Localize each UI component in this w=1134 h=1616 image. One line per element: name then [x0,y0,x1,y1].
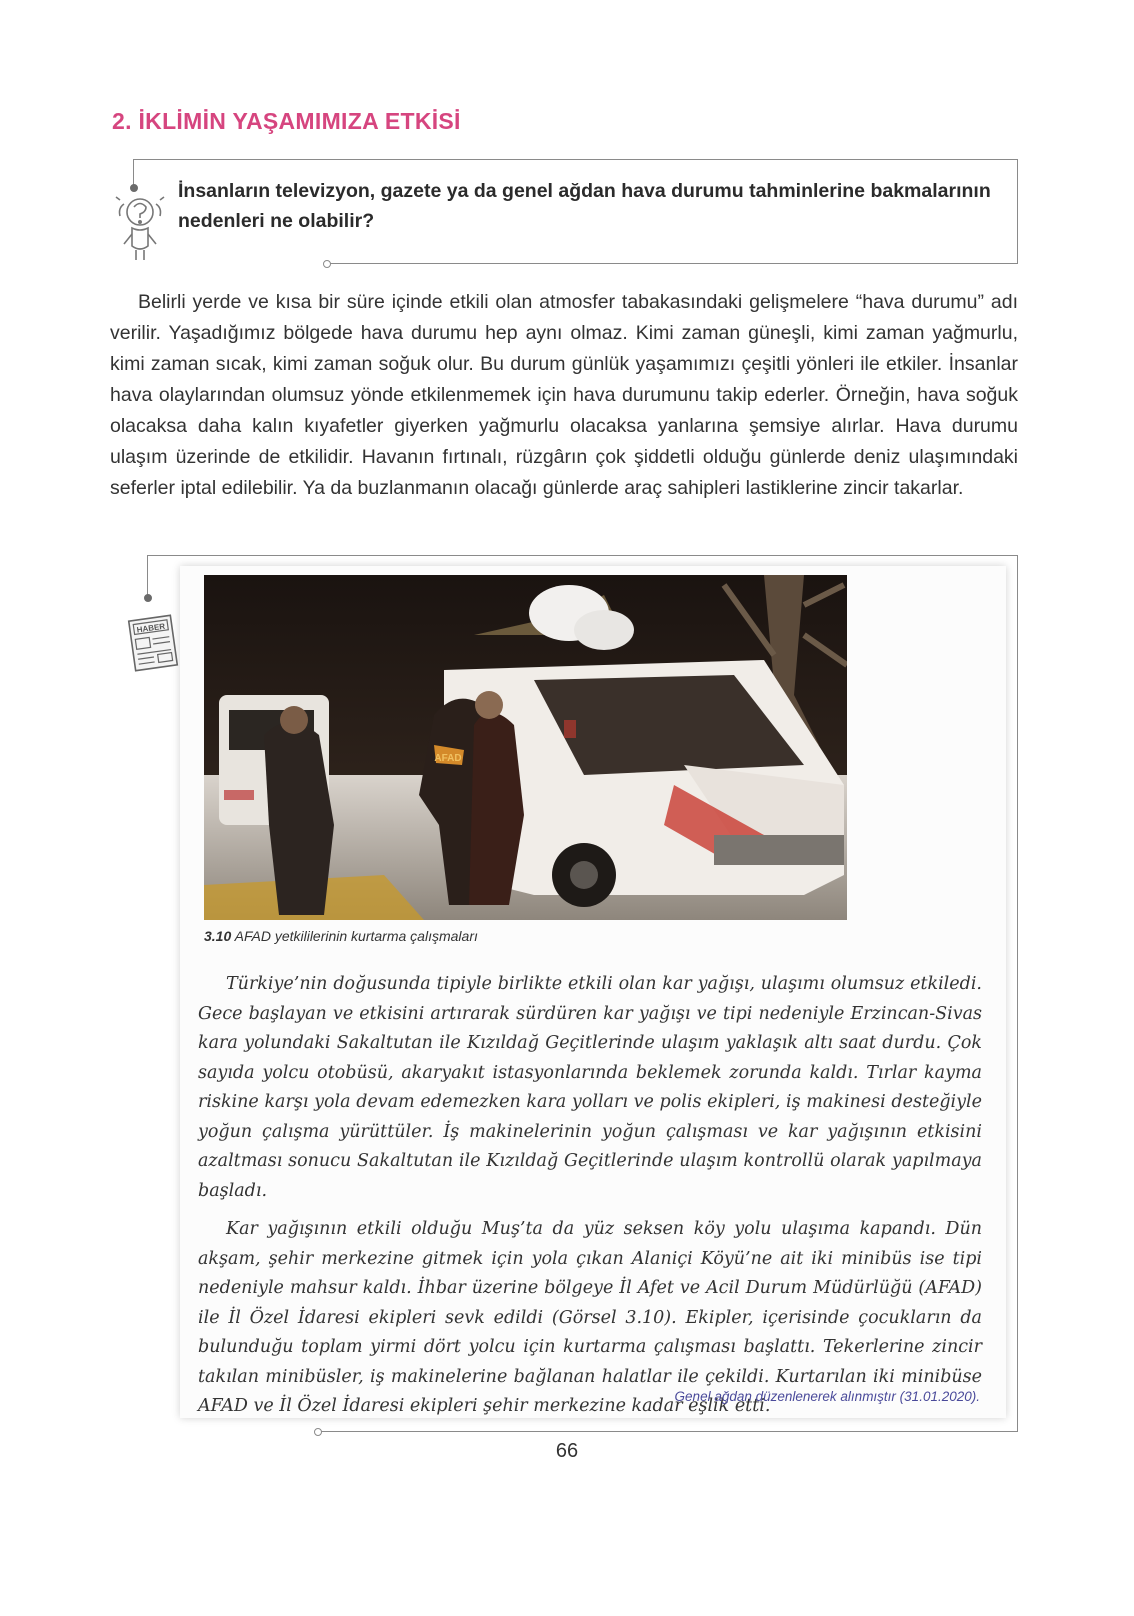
body-paragraph [110,287,1018,504]
afad-badge: AFAD [434,753,462,764]
news-source: Genel ağdan düzenlenerek alınmıştır (31.01.2020). [674,1389,980,1404]
frame-line [320,1431,1018,1432]
frame-dot [144,594,152,602]
frame-line [1017,555,1018,1432]
frame-line [133,159,1018,160]
frame-line [147,555,148,597]
frame-line [329,263,1018,264]
news-paragraph-2: Kar yağışının etkili olduğu Muş’ta da yüz seksen köy yolu ulaşıma kapandı. Dün akşam, şehir merkezine gitmek için yola çıkan Alaniçi Köyü’ne ait iki minibüs ise tipi nedeniyle mahsur kaldı. İhbar üzerine bölgeye İl Afet ve Acil Durum Müdürlüğü (AFAD) ile İl Özel İdaresi ekipleri sevk edildi (Görsel 3.10). Ekipler, içerisinde çocukların da bulunduğu toplam yirmi dört yolcu için kurtarma çalışması başlattı. Tekerlerine zincir takılan minibüsler, iş makinelerine bağlanan halatlar ile çekildi. Kurtarılan iki minibüse AFAD ve İl Özel İdaresi ekipleri şehir merkezine kadar eşlik etti. [198,1219,982,1416]
news-article [198,970,982,1431]
frame-line [147,555,1018,556]
frame-line [133,159,134,187]
body-paragraph-text: Belirli yerde ve kısa bir süre içinde etkili olan atmosfer tabakasındaki gelişmelere “hava durumu” adı verilir. Yaşadığımız bölgede hava durumu hep aynı olmaz. Kimi zaman güneşli, kimi zaman yağmurlu, kimi zaman sıcak, kimi zaman soğuk olur. Bu durum günlük yaşamımızı çeşitli yönleri ile etkiler. İnsanlar hava olaylarından olumsuz yönde etkilenmemek için hava durumunu takip ederler. Örneğin, hava soğuk olacaksa daha kalın kıyafetler giyerken yağmurlu olacaksa yanlarına şemsiye alırlar. Hava durumu ulaşım üzerinde de etkilidir. Havanın fırtınalı, rüzgârın çok şiddetli olduğu günlerde deniz ulaşımındaki seferler iptal edilebilir. Ya da buzlanmanın olacağı günlerde araç sahipleri lastiklerine zincir takarlar. [110,291,1018,499]
caption-number: 3.10 [204,928,232,944]
frame-dot [323,260,331,268]
question-text: İnsanların televizyon, gazete ya da genel ağdan hava durumu tahminlerine bakmalarının nedenleri ne olabilir? [178,180,991,232]
page-number: 66 [555,1440,579,1462]
section-heading: 2. İKLİMİN YAŞAMIMIZA ETKİSİ [112,108,461,134]
newspaper-label: HABER [136,621,166,635]
frame-line [1017,159,1018,264]
rescue-photo [204,575,847,920]
newspaper-icon [124,612,182,674]
question-person-icon [110,188,168,264]
caption-text: AFAD yetkililerinin kurtarma çalışmaları [234,928,478,944]
photo-caption [204,928,478,944]
news-paragraph-1: Türkiye’nin doğusunda tipiyle birlikte etkili olan kar yağışı, ulaşımı olumsuz etkiledi. Gece başlayan ve etkisini artırarak sürdüren kar yağışı ve tipi nedeniyle Erzincan-Sivas kara yolundaki Sakaltutan ile Kızıldağ Geçitlerinde ulaşım yaklaşık altı saat durdu. Çok sayıda yolcu otobüsü, akaryakıt istasyonlarında beklemek zorunda kaldı. Tırlar kayma riskine karşı yola devam edemezken kara yolları ve polis ekipleri, iş makinesi desteğiyle yoğun çalışma yürüttüler. İş makinelerinin yoğun çalışması ve kar yağışının etkisini azaltması sonucu Sakaltutan ile Kızıldağ Geçitlerinde ulaşım kontrollü olarak yapılmaya başladı. [198,974,982,1201]
